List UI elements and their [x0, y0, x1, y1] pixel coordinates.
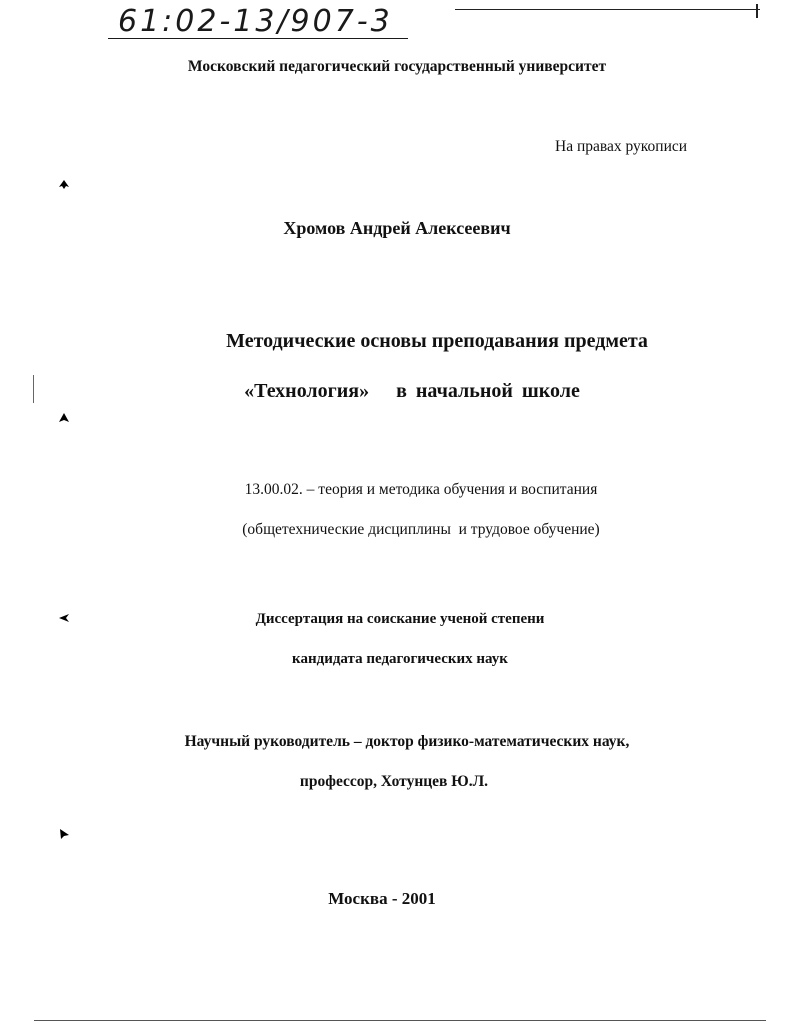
thesis-title-line-2: «Технология» в начальной школе [244, 380, 580, 402]
hole-punch-mark-icon [58, 412, 70, 424]
supervisor-line-2: профессор, Хотунцев Ю.Л. [299, 773, 489, 790]
manuscript-rights-note: На правах рукописи [555, 138, 688, 155]
hole-punch-mark-icon [58, 178, 70, 190]
specialty-code: 13.00.02. – теория и методика обучения и воспитания [244, 481, 598, 498]
university-name: Московский педагогический государственный университет [187, 58, 607, 75]
hole-punch-mark-icon [58, 828, 70, 840]
city-year: Москва - 2001 [328, 889, 436, 908]
archive-code-underline [108, 38, 408, 39]
scan-bottom-rule [34, 1020, 766, 1021]
scan-top-rule [455, 9, 760, 10]
dissertation-degree-line-2: кандидата педагогических наук [292, 651, 508, 667]
supervisor-line-1: Научный руководитель – доктор физико-математических наук, [184, 733, 630, 750]
scan-corner-mark [756, 4, 758, 18]
archive-code-handwritten: 61:02-13/907-3 [118, 4, 393, 39]
thesis-title-line-1: Методические основы преподавания предмета [226, 330, 648, 352]
author-name: Хромов Андрей Алексеевич [283, 218, 511, 238]
specialty-description: (общетехнические дисциплины и трудовое обучение) [242, 521, 600, 538]
dissertation-degree-line-1: Диссертация на соискание ученой степени [255, 611, 545, 627]
